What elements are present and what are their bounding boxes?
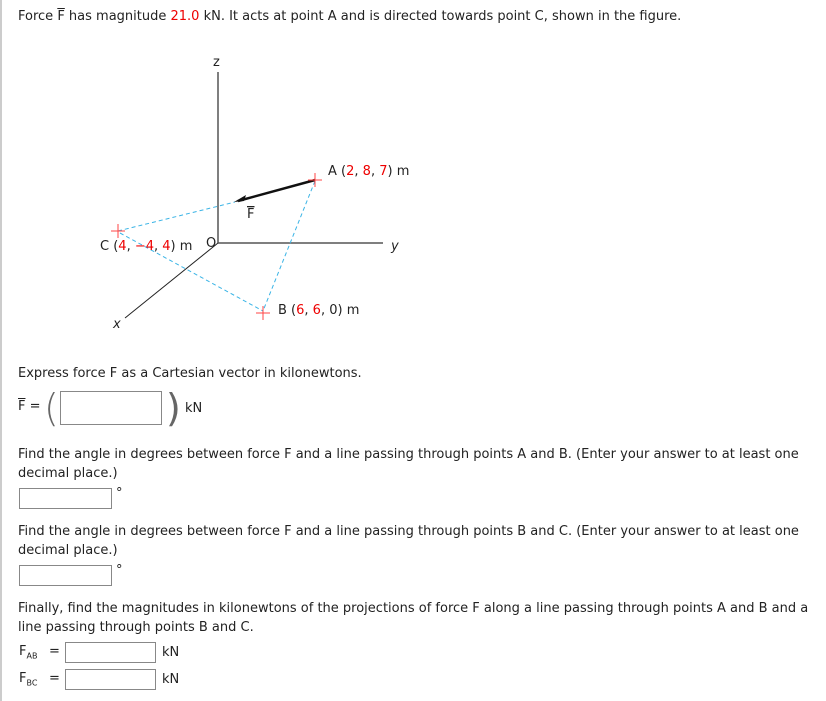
origin-label: O <box>206 236 217 251</box>
angle-ab-input[interactable] <box>19 488 112 509</box>
q2-text: Find the angle in degrees between force F and a line passing through points A and B. (Enter your answer to at least one decimal place.) <box>18 447 799 481</box>
force-label: F <box>247 207 255 222</box>
z-axis-label: z <box>213 55 220 70</box>
axes <box>125 72 383 318</box>
force-vector-input[interactable] <box>60 391 162 425</box>
equals: = <box>49 671 60 686</box>
q1-unit: kN <box>185 401 203 416</box>
fab-unit: kN <box>162 645 180 660</box>
fbc-label: $F_{BC}$ <box>19 671 38 688</box>
equals: = <box>49 644 60 659</box>
y-axis-label: y <box>391 239 399 254</box>
fab-label: $F_{AB}$ <box>19 644 38 661</box>
fab-input[interactable] <box>65 642 156 663</box>
q4-text: Finally, find the magnitudes in kilonewtons of the projections of force F along a line passing through points A and B and a line passing through points B and C. <box>18 601 809 635</box>
paren-right: ) <box>166 386 181 430</box>
fbc-unit: kN <box>162 672 180 687</box>
degree-symbol: ° <box>116 563 123 578</box>
q1-text: Express force F as a Cartesian vector in kilonewtons. <box>18 366 362 381</box>
point-c-label: C (4, −4, 4) m <box>100 239 193 254</box>
q3-text: Find the angle in degrees between force F and a line passing through points B and C. (Enter your answer to at least one decimal place.) <box>18 524 799 558</box>
degree-symbol: ° <box>116 486 123 501</box>
f-label: $\overline{F}$ = <box>18 399 41 414</box>
angle-bc-input[interactable] <box>19 565 112 586</box>
problem-statement: Force $\overline{F}$ has magnitude 21.0 kN. It acts at point A and is directed towards point C, shown in the figure. <box>18 9 682 24</box>
point-a-label: A (2, 8, 7) m <box>328 164 410 179</box>
x-axis-label: x <box>113 317 121 332</box>
figure <box>2 0 826 340</box>
point-b-label: B (6, 6, 0) m <box>278 303 360 318</box>
force-arrow <box>238 180 315 201</box>
fbc-input[interactable] <box>65 669 156 690</box>
paren-left: ( <box>44 386 59 430</box>
